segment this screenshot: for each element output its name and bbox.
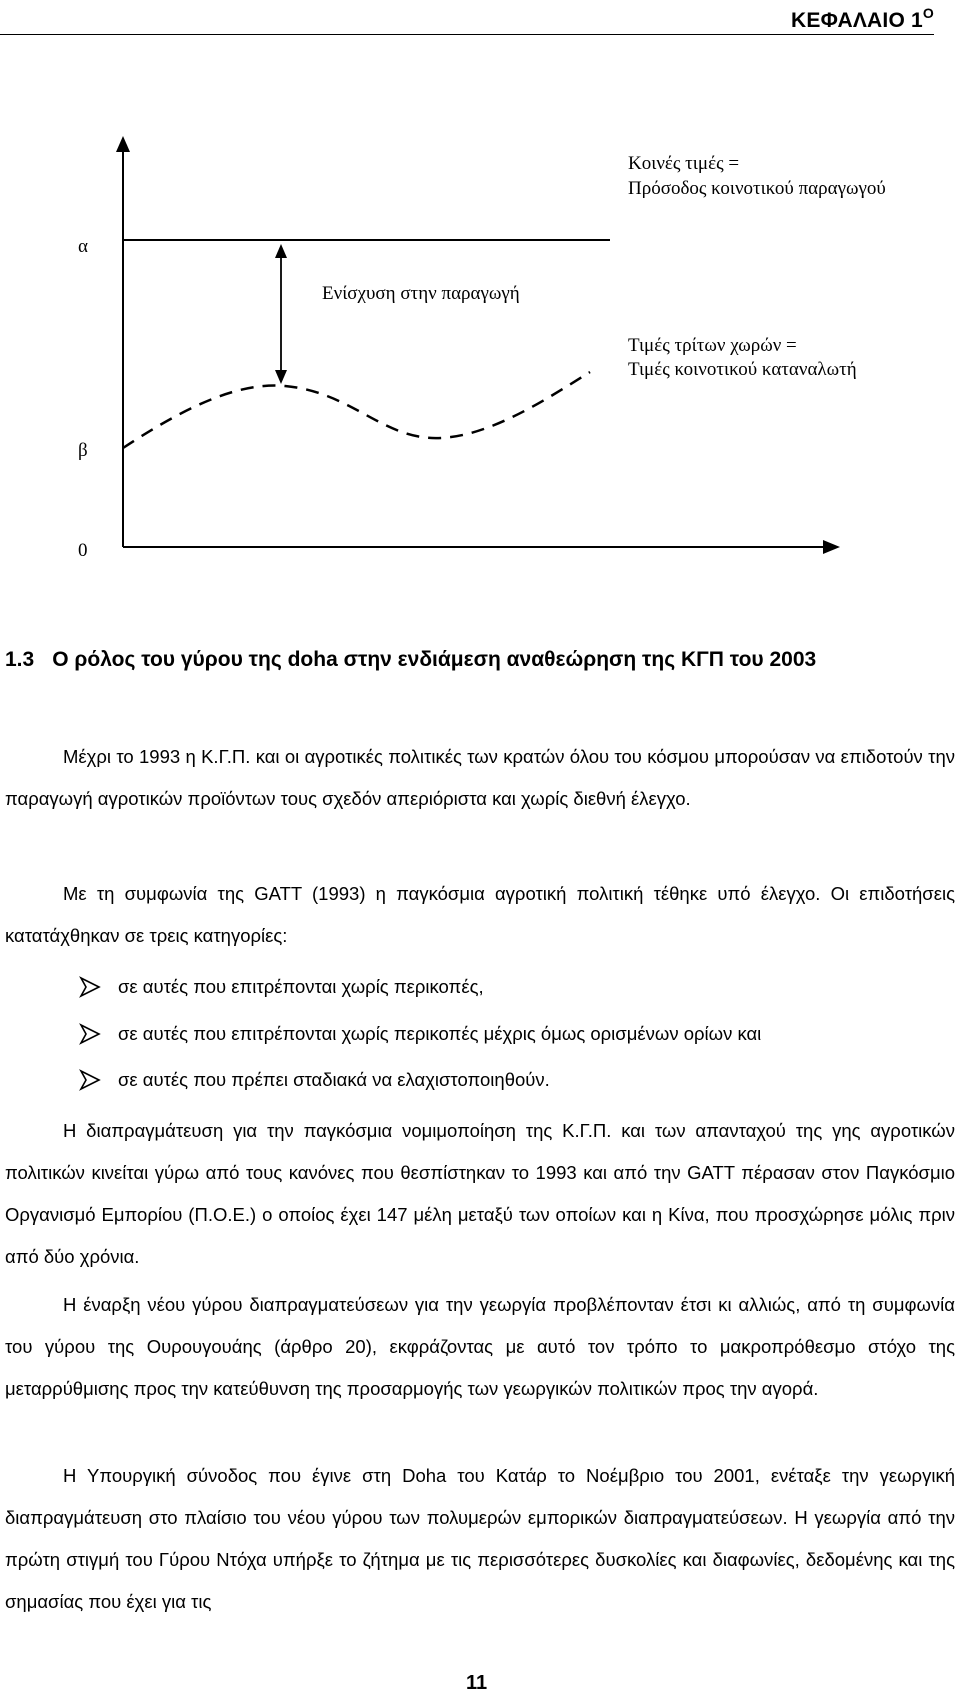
list-item <box>5 1013 955 1055</box>
x-axis-arrowhead <box>823 540 840 554</box>
paragraph-3 <box>5 1110 955 1278</box>
bottom-note-line1: Τιμές τρίτων χωρών = <box>628 335 797 356</box>
y-axis-arrowhead <box>116 136 130 152</box>
paragraph-2-text: Με τη συμφωνία της GATT (1993) η παγκόσμια αγροτική πολιτική τέθηκε υπό έλεγχο. Οι επιδοτήσεις κατατάχθηκαν σε τρεις κατηγορίες: <box>5 883 955 946</box>
bullet-text: σε αυτές που πρέπει σταδιακά να ελαχιστοποιηθούν. <box>118 1069 550 1090</box>
arrowhead-bullet-icon <box>79 966 101 1008</box>
arrowhead-bullet-icon <box>79 1059 101 1101</box>
world-price-curve <box>123 372 590 448</box>
chapter-suffix: Ο <box>922 5 934 21</box>
top-note-line2: Πρόσοδος κοινοτικού παραγωγού <box>628 178 886 199</box>
arrowhead-bullet-icon <box>79 1013 101 1055</box>
support-arrow-head-bottom <box>275 370 287 384</box>
bullet-text: σε αυτές που επιτρέπονται χωρίς περικοπές μέχρις όμως ορισμένων ορίων και <box>118 1023 762 1044</box>
top-note-line1: Κοινές τιμές = <box>628 153 740 174</box>
paragraph-5 <box>5 1455 955 1623</box>
chapter-label: ΚΕΦΑΛΑΙΟ 1 <box>791 9 923 32</box>
bottom-note-line2: Τιμές κοινοτικού καταναλωτή <box>628 359 857 380</box>
bullet-text: σε αυτές που επιτρέπονται χωρίς περικοπές, <box>118 976 484 997</box>
page-number: 11 <box>466 1672 488 1694</box>
paragraph-1-text: Μέχρι το 1993 η Κ.Γ.Π. και οι αγροτικές πολιτικές των κρατών όλου του κόσμου μπορούσαν να επιδοτούν την παραγωγή αγροτικών προϊόντων τους σχεδόν απεριόριστα και χωρίς διεθνή έλεγχο. <box>5 746 955 809</box>
label-alpha: α <box>78 236 88 257</box>
list-item <box>5 966 955 1008</box>
section-title: Ο ρόλος του γύρου της doha στην ενδιάμεση αναθεώρηση της ΚΓΠ του 2003 <box>52 648 817 671</box>
paragraph-3-text: Η διαπραγμάτευση για την παγκόσμια νομιμοποίηση της Κ.Γ.Π. και των απανταχού της γης αγροτικών πολιτικών κινείται γύρω από τους κανόνες που θεσπίστηκαν το 1993 και από την GATT πέρασαν στον Παγκόσμιο Οργανισμό Εμπορίου (Π.Ο.Ε.) ο οποίος έχει 147 μέλη μεταξύ των οποίων και η Κίνα, που προσχώρησε μόλις πριν από δύο χρόνια. <box>5 1120 955 1267</box>
paragraph-1 <box>5 736 955 820</box>
paragraph-4-text: Η έναρξη νέου γύρου διαπραγματεύσεων για την γεωργία προβλέπονταν έτσι κι αλλιώς, από τη συμφωνία του γύρου της Ουρουγουάης (άρθρο 20), εκφράζοντας με αυτό τον τρόπο το μακροπρόθεσμο στόχο της μεταρρύθμισης προς την κατεύθυνση της προσαρμογής των γεωργικών πολιτικών προς την αγορά. <box>5 1294 955 1399</box>
paragraph-4 <box>5 1284 955 1410</box>
support-label: Ενίσχυση στην παραγωγή <box>322 283 520 304</box>
section-heading <box>5 648 816 672</box>
list-item <box>5 1059 955 1101</box>
label-zero: 0 <box>78 540 88 561</box>
label-beta: β <box>78 440 88 461</box>
paragraph-2 <box>5 873 955 957</box>
paragraph-5-text: Η Υπουργική σύνοδος που έγινε στη Doha του Κατάρ το Νοέμβριο του 2001, ενέταξε την γεωργική διαπραγμάτευση στο πλαίσιο του νέου γύρου των πολυμερών εμπορικών διαπραγματεύσεων. Η γεωργία από την πρώτη στιγμή του Γύρου Ντόχα υπήρξε το ζήτημα με τις περισσότερες δυσκολίες και διαφωνίες, δεδομένης και της σημασίας που έχει για τις <box>5 1465 955 1612</box>
support-arrow-head-top <box>275 244 287 258</box>
section-number: 1.3 <box>5 648 35 671</box>
